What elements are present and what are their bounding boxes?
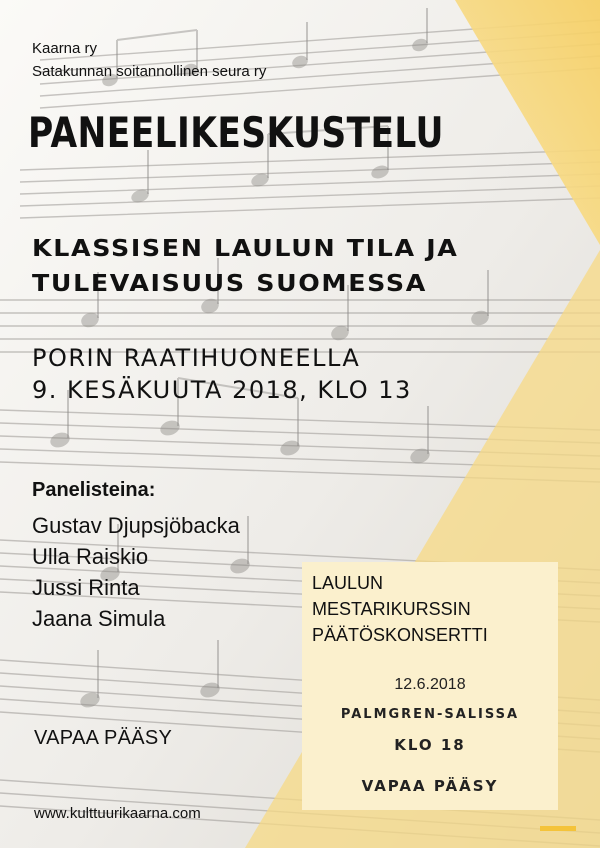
- website-link[interactable]: www.kulttuurikaarna.com: [34, 805, 201, 822]
- panelist-item: Gustav Djupsjöbacka: [32, 513, 240, 538]
- event-topic: [32, 232, 459, 302]
- accent-bar: [540, 826, 576, 831]
- event-venue: [32, 342, 412, 406]
- venue-line-2: 9. KESÄKUUTA 2018, KLO 13: [32, 376, 412, 404]
- organizer-kaarna: Kaarna ry: [32, 40, 98, 57]
- organizer-satakunta: Satakunnan soitannollinen seura ry: [32, 63, 267, 80]
- organizers: [32, 37, 266, 83]
- topic-line-1: KLASSISEN LAULUN TILA JA: [32, 236, 459, 262]
- concert-hall: PALMGREN-SALISSA: [340, 707, 520, 722]
- panelists-heading: Panelisteina:: [32, 479, 156, 501]
- venue-line-1: PORIN RAATIHUONEELLA: [32, 344, 361, 372]
- concert-time: KLO 18: [394, 736, 466, 754]
- concert-title-line: LAULUN: [312, 573, 384, 593]
- free-entry-label: VAPAA PÄÄSY: [34, 727, 173, 749]
- concert-title-line: MESTARIKURSSIN: [312, 599, 471, 619]
- concert-title: [312, 570, 488, 648]
- panelist-list: [32, 510, 240, 634]
- concert-title-line: PÄÄTÖSKONSERTTI: [312, 625, 488, 645]
- panelist-item: Jussi Rinta: [32, 575, 140, 600]
- topic-line-2: TULEVAISUUS SUOMESSA: [32, 271, 428, 297]
- concert-free-entry: VAPAA PÄÄSY: [361, 777, 499, 795]
- concert-date: 12.6.2018: [394, 676, 466, 693]
- poster-headline: PANEELIKESKUSTELU: [28, 108, 444, 157]
- panelist-item: Jaana Simula: [32, 606, 166, 631]
- panelist-item: Ulla Raiskio: [32, 544, 149, 569]
